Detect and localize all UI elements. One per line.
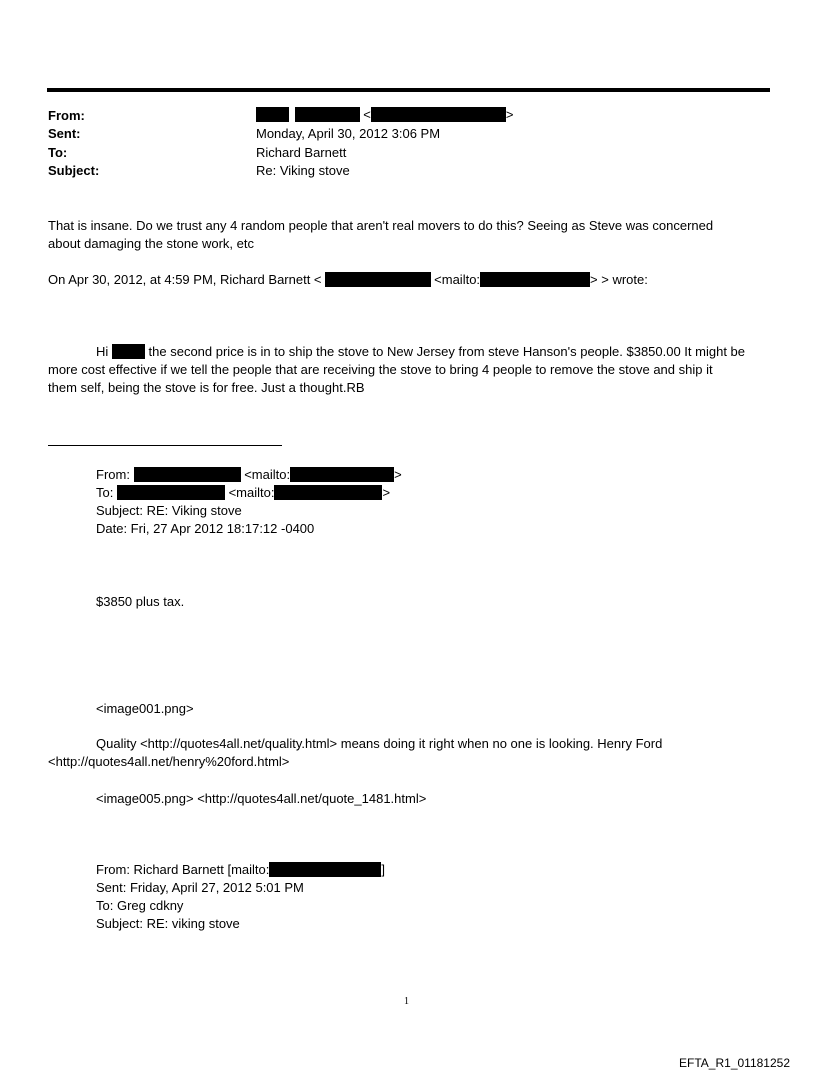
reply-line-2: about damaging the stone work, etc [48, 236, 254, 251]
message-text-1: the second price is in to ship the stove to New Jersey from steve Hanson's people. $3850.00 It might be [148, 344, 746, 359]
fwd1-subject: Subject: RE: Viking stove [96, 503, 242, 518]
fwd2-from-end: ] [381, 862, 386, 877]
quote-intro [48, 271, 648, 288]
redaction-box [295, 107, 360, 122]
message-line-3: them self, being the stove is for free. Just a thought.RB [48, 380, 365, 395]
to-value: Richard Barnett [256, 145, 347, 160]
redaction-box [112, 344, 145, 359]
quote-intro-c: > > wrote: [590, 272, 648, 287]
from-value [256, 107, 513, 122]
redaction-box [269, 862, 381, 877]
to-label: To: [48, 145, 68, 160]
redaction-box [134, 467, 241, 482]
quote-intro-a: On Apr 30, 2012, at 4:59 PM, Richard Barnett < [48, 272, 322, 287]
fwd1-from [96, 466, 402, 483]
sent-value: Monday, April 30, 2012 3:06 PM [256, 126, 441, 141]
redaction-box [274, 485, 382, 500]
redaction-box [256, 107, 289, 122]
top-rule [47, 88, 770, 92]
fwd1-price: $3850 plus tax. [96, 594, 185, 609]
quote-intro-b: <mailto: [434, 272, 481, 287]
subject-value: Re: Viking stove [256, 163, 350, 178]
fwd1-from-label: From: [96, 467, 130, 482]
fwd1-to-end: > [382, 485, 391, 500]
greeting: Hi [96, 344, 109, 359]
quote-line-1: Quality <http://quotes4all.net/quality.html> means doing it right when no one is looking. Henry Ford [96, 736, 663, 751]
redaction-box [117, 485, 225, 500]
redaction-box [480, 272, 590, 287]
message-line-1 [96, 343, 745, 360]
fwd2-sent: Sent: Friday, April 27, 2012 5:01 PM [96, 880, 304, 895]
image-placeholder-2: <image005.png> <http://quotes4all.net/quote_1481.html> [96, 791, 427, 806]
subject-label: Subject: [48, 163, 100, 178]
fwd2-from [96, 861, 385, 878]
fwd1-to-label: To: [96, 485, 114, 500]
reply-line-1: That is insane. Do we trust any 4 random people that aren't real movers to do this? Seeing as Steve was concerned [48, 218, 714, 233]
redaction-box [290, 467, 394, 482]
fwd1-to-mailto: <mailto: [228, 485, 275, 500]
fwd2-subject: Subject: RE: viking stove [96, 916, 240, 931]
image-placeholder-1: <image001.png> [96, 701, 194, 716]
fwd2-from-text: From: Richard Barnett [mailto: [96, 862, 270, 877]
sent-label: Sent: [48, 126, 81, 141]
fwd1-to [96, 484, 390, 501]
fwd1-date: Date: Fri, 27 Apr 2012 18:17:12 -0400 [96, 521, 315, 536]
fwd1-from-mailto: <mailto: [244, 467, 291, 482]
redaction-box [371, 107, 506, 122]
fwd1-from-end: > [394, 467, 402, 482]
message-line-2: more cost effective if we tell the people that are receiving the stove to bring 4 people to remove the stove and ship it [48, 362, 713, 377]
bates-number: EFTA_R1_01181252 [679, 1056, 790, 1070]
page-number: 1 [404, 996, 409, 1007]
divider [48, 445, 282, 446]
redaction-box [325, 272, 431, 287]
from-label: From: [48, 108, 85, 123]
from-gt: > [505, 107, 514, 122]
fwd2-to: To: Greg cdkny [96, 898, 184, 913]
quote-line-2: <http://quotes4all.net/henry%20ford.html> [48, 754, 290, 769]
from-lt: < [363, 107, 371, 122]
